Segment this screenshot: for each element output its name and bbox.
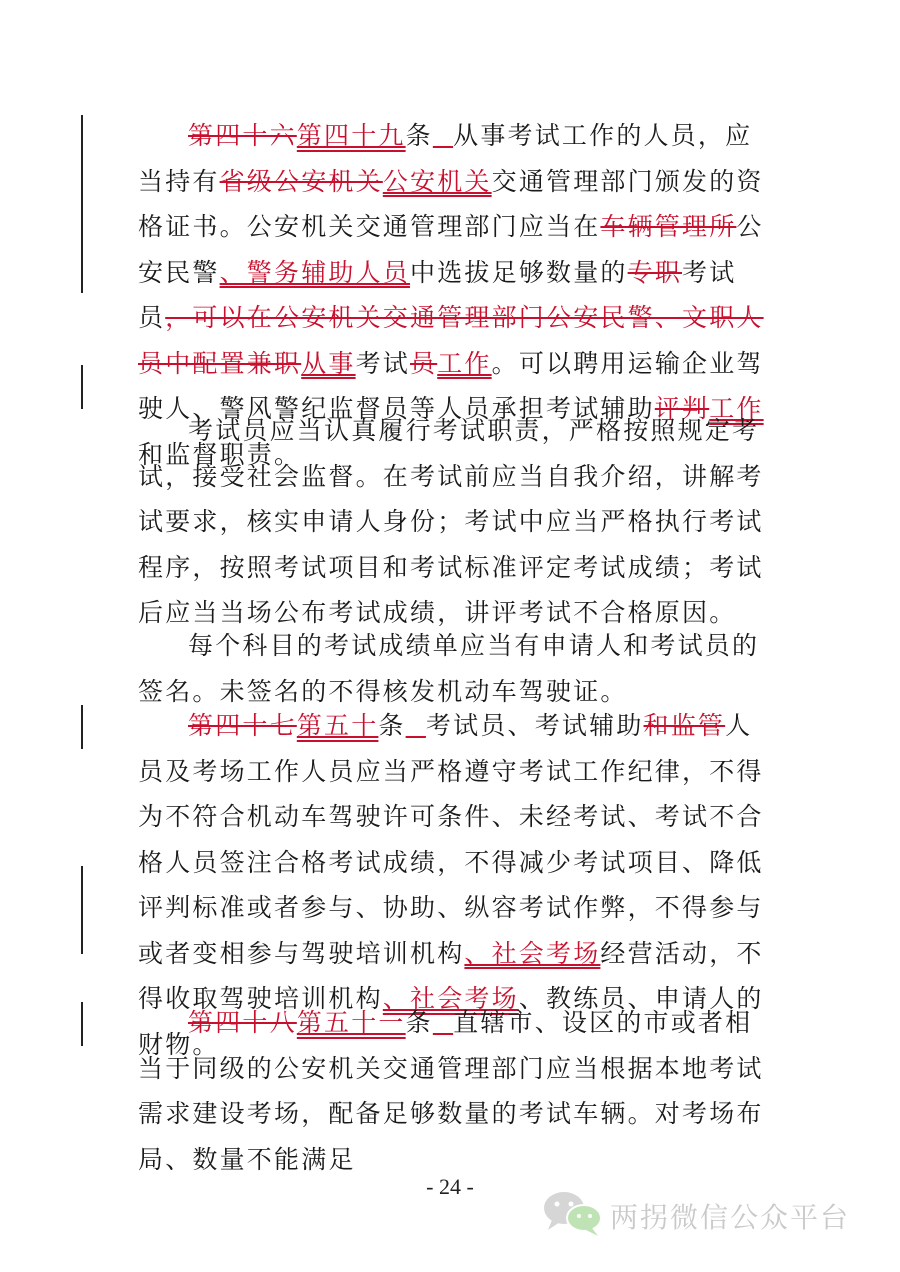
deleted-text: 车辆管理所 <box>600 212 737 241</box>
text-run: 人员及考场工作人员应当严格遵守考试工作纪律，不得为不符合机动车驾驶许可条件、未经考试、考试不合格人员签注合格考试成绩，不得减少考试项目、降低评判标准或者参与、协助、纵容考试作弊，不得参与或者变相参与驾驶培训机构 <box>138 711 764 968</box>
text-run: 公安民警 <box>138 212 764 287</box>
text-run: 从事考试工作的人员，应当持有 <box>138 121 753 196</box>
text-run: 交通管理部门颁发的资格证书。公安机关交通管理部门应当在 <box>138 166 764 241</box>
signature-paragraph: 每个科目的考试成绩单应当有申请人和考试员的签名。未签名的不得核发机动车驾驶证。 <box>138 631 760 706</box>
inserted-article-number: 第四十九 <box>296 121 406 150</box>
deleted-text: ，可以在公安机关交通管理部门公安民警、文职人员中配置兼职 <box>138 303 764 378</box>
deleted-text: 专职 <box>627 257 683 287</box>
change-bar <box>81 866 83 954</box>
inserted-article-number: 第五十 <box>296 711 379 740</box>
deleted-text: 员 <box>410 348 438 378</box>
inserted-text: 公安机关 <box>382 166 492 196</box>
inserted-article-number: 第五十一 <box>296 1008 406 1037</box>
deleted-text: 评判 <box>654 394 710 423</box>
text-run: 中选拔足够数量的 <box>410 257 628 287</box>
deleted-text: 省级公安机关 <box>219 166 383 196</box>
text-run: 经营活动，不得收取驾驶培训机构 <box>138 938 764 1013</box>
watermark-text: 两拐微信公众平台 <box>610 1201 851 1234</box>
inserted-text: 、警务辅助人员 <box>219 257 411 287</box>
text-run: 、教练员、申请人的财物。 <box>138 984 764 1059</box>
wechat-icon <box>540 1188 604 1238</box>
deleted-article-number: 第四十八 <box>188 1008 297 1037</box>
inserted-text: 、社会考场 <box>382 984 519 1013</box>
text-run: 考试员 <box>138 257 737 332</box>
text-run: 和监督职责。 <box>138 439 302 469</box>
spacer <box>433 121 453 150</box>
deleted-article-number: 第四十六 <box>188 121 297 150</box>
article-suffix: 条 <box>405 121 433 150</box>
inserted-text: 、社会考场 <box>464 938 601 968</box>
change-bar <box>81 1002 83 1046</box>
spacer <box>406 711 426 740</box>
page-number: - 24 - <box>426 1174 474 1199</box>
change-bar <box>81 115 83 293</box>
deleted-article-number: 第四十七 <box>188 711 297 740</box>
deleted-text: 和监管 <box>643 711 726 740</box>
text-run: 考试 <box>355 348 411 378</box>
text-run: 。可以聘用运输企业驾驶人、警风警纪监督员等人员承担考试辅助 <box>138 348 764 423</box>
text-run: 考试员、考试辅助 <box>425 711 644 740</box>
inserted-text: 工作 <box>437 348 492 378</box>
spacer <box>433 1008 453 1037</box>
watermark <box>540 1188 870 1238</box>
examiner-duties-paragraph: 考试员应当认真履行考试职责，严格按照规定考试，接受社会监督。在考试前应当自我介绍，讲解考试要求，核实申请人身份；考试中应当严格执行考试程序，按照考试项目和考试标准评定考试成绩；考试后应当当场公布考试成绩，讲评考试不合格原因。 <box>138 416 764 627</box>
inserted-text: 工作 <box>709 394 764 423</box>
text-run: 直辖市、设区的市或者相当于同级的公安机关交通管理部门应当根据本地考试需求建设考场，配备足够数量的考试车辆。对考场布局、数量不能满足 <box>138 1008 764 1174</box>
article-suffix: 条 <box>378 711 406 740</box>
article-51-paragraph <box>138 1000 778 1182</box>
change-bar <box>81 705 83 749</box>
article-suffix: 条 <box>405 1008 433 1037</box>
inserted-text: 从事 <box>301 348 356 378</box>
change-bar <box>81 365 83 409</box>
